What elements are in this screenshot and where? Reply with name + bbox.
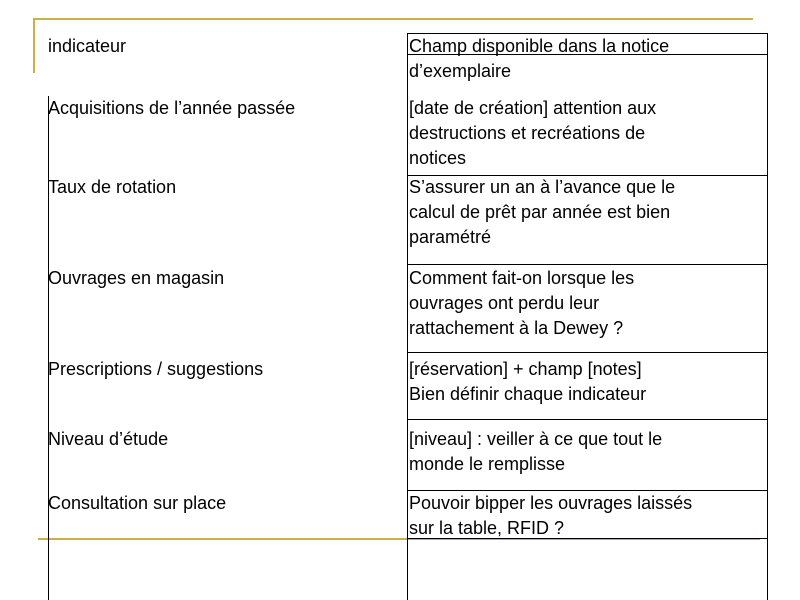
header-champ <box>409 34 669 84</box>
table-row-field <box>409 96 656 171</box>
field-line: Pouvoir bipper les ouvrages laissés <box>409 493 693 513</box>
grid-line <box>407 352 768 353</box>
field-line: Comment fait-on lorsque les <box>409 268 635 288</box>
table-row-indicator <box>48 266 224 291</box>
field-line: monde le remplisse <box>409 454 566 474</box>
grid-line <box>767 33 768 600</box>
field-line: calcul de prêt par année est bien <box>409 202 671 222</box>
grid-line <box>407 264 768 265</box>
table-row-field <box>409 357 646 407</box>
field-line: ouvrages ont perdu leur <box>409 293 600 313</box>
table-row-field <box>409 427 662 477</box>
header-champ-line: Champ disponible dans la notice <box>409 36 670 56</box>
table-row-field <box>409 175 675 250</box>
indicator-label: Niveau d’étude <box>48 429 169 449</box>
grid-line <box>407 33 408 600</box>
field-line: [réservation] + champ [notes] <box>409 359 642 379</box>
table-row-indicator <box>48 427 168 452</box>
field-line: rattachement à la Dewey ? <box>409 318 624 338</box>
header-champ-line: d’exemplaire <box>409 61 512 81</box>
header-indicateur <box>48 34 126 59</box>
field-line: destructions et recréations de <box>409 123 646 143</box>
field-line: [niveau] : veiller à ce que tout le <box>409 429 663 449</box>
field-line: [date de création] attention aux <box>409 98 657 118</box>
table-row-field <box>409 491 692 541</box>
table-row-indicator <box>48 357 263 382</box>
field-line: paramétré <box>409 227 492 247</box>
table-row-field <box>409 266 634 341</box>
indicator-label: Consultation sur place <box>48 493 227 513</box>
left-accent-line <box>33 18 35 73</box>
top-accent-line <box>35 18 753 20</box>
indicator-label: Acquisitions de l’année passée <box>48 98 296 118</box>
grid-line <box>48 96 49 600</box>
indicator-label: Ouvrages en magasin <box>48 268 225 288</box>
table-row-indicator <box>48 491 226 516</box>
table-row-indicator <box>48 96 295 121</box>
grid-line <box>407 419 768 420</box>
header-indicateur-text: indicateur <box>48 36 127 56</box>
table-row-indicator <box>48 175 176 200</box>
indicator-label: Taux de rotation <box>48 177 177 197</box>
field-line: sur la table, RFID ? <box>409 518 565 538</box>
indicator-label: Prescriptions / suggestions <box>48 359 264 379</box>
field-line: notices <box>409 148 467 168</box>
field-line: Bien définir chaque indicateur <box>409 384 647 404</box>
field-line: S’assurer un an à l’avance que le <box>409 177 676 197</box>
